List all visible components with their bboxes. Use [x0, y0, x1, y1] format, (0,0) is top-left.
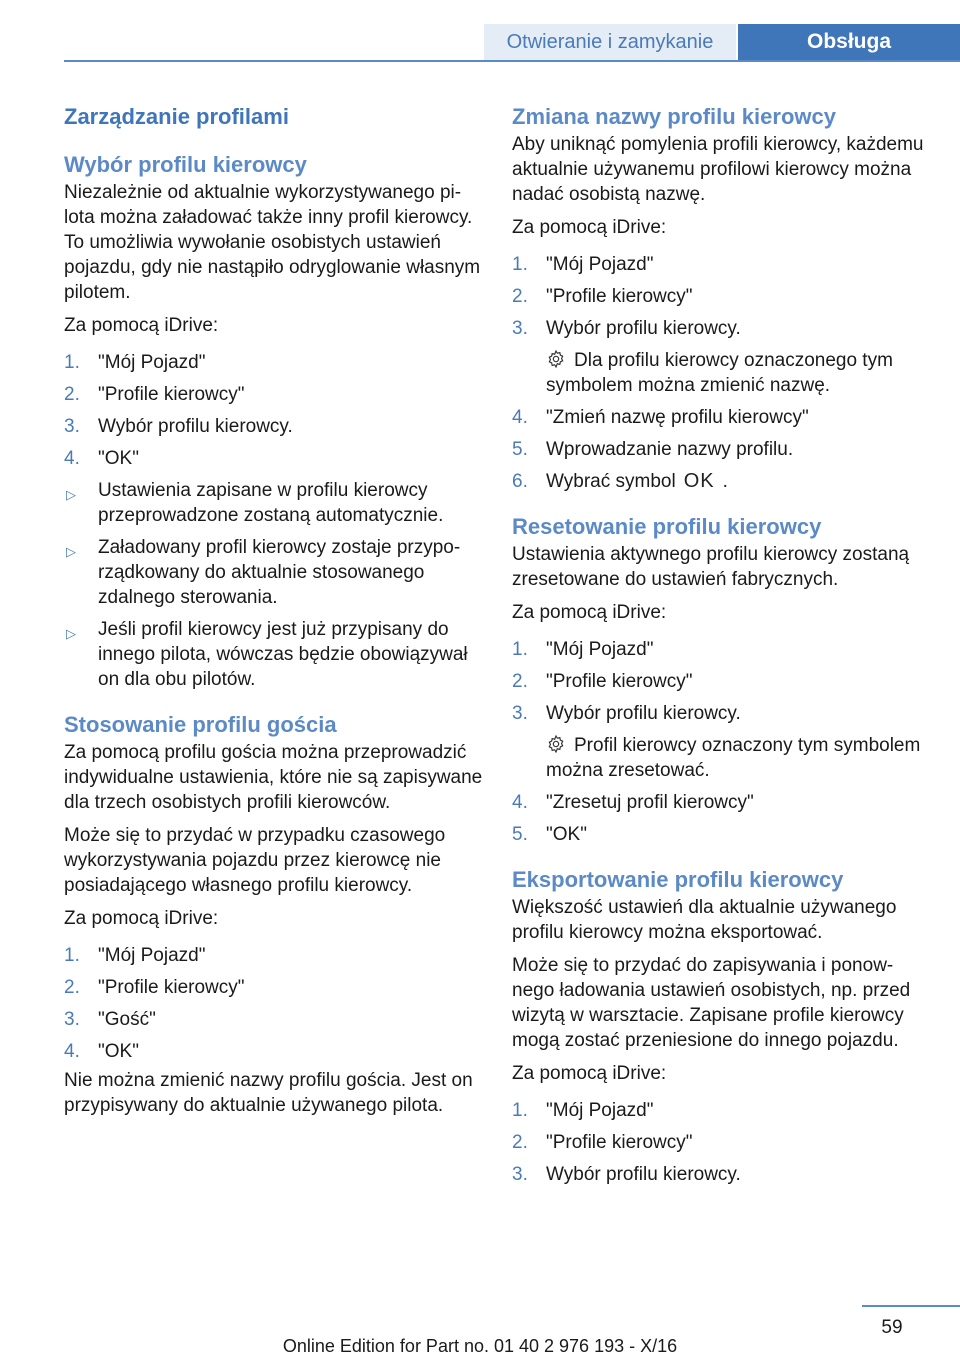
section-tab: Otwieranie i zamykanie [484, 24, 736, 60]
list-item: 5. "OK" [512, 824, 587, 845]
section-heading: Stosowanie profilu gościa [64, 712, 337, 737]
section-heading: Eksportowanie profilu kierowcy [512, 867, 844, 892]
paragraph: Za pomocą iDrive: [512, 1063, 667, 1084]
bullet-item: ▷ Jeśli profil kierowcy jest już przypisany do innego pilota, wówczas będzie obowiązywał on dla obu pilotów. [66, 619, 468, 690]
list-item: 3. Wybór profilu kierowcy. [512, 318, 741, 339]
paragraph: Może się to przydać do zapisywania i ponownego ładowania ustawień osobistych, np. przed wizytą w warsztacie. Zapisane profile kierowcy mogą zostać przeniesione do innego pojazdu. [512, 955, 911, 1051]
paragraph: Nie można zmienić nazwy profilu gościa. Jest on przypisywany do aktualnie używanego pilota. [64, 1070, 473, 1116]
paragraph: Za pomocą profilu gościa można przeprowadzić indywidualne ustawienia, które nie są zapisywane dla trzech osobistych profili kierowców. [64, 742, 483, 813]
steps-list [512, 252, 927, 494]
list-item: 5. Wprowadzanie nazwy profilu. [512, 439, 794, 460]
triangle-bullet-icon: ▷ [66, 487, 76, 502]
steps-list [64, 350, 484, 692]
paragraph: Za pomocą iDrive: [512, 602, 667, 623]
list-item: 2. "Profile kierowcy" [512, 1132, 693, 1153]
list-item: 1. "Mój Pojazd" [512, 639, 654, 660]
paragraph: Większość ustawień dla aktualnie używanego profilu kierowcy można eksportować. [512, 897, 897, 943]
section-heading: Resetowanie profilu kierowcy [512, 514, 822, 539]
list-item: 4. "OK" [64, 1041, 139, 1062]
list-item: 4. "Zresetuj profil kierowcy" [512, 792, 754, 813]
list-item: 4. "Zmień nazwę profilu kierowcy" [512, 407, 809, 428]
right-column [512, 100, 927, 1194]
step-note: Profil kierowcy oznaczony tym symbolem można zresetować. [546, 735, 921, 781]
list-item: 1. "Mój Pojazd" [64, 945, 206, 966]
footer-rule [862, 1305, 960, 1307]
list-item: 3. Wybór profilu kierowcy. [512, 1164, 741, 1185]
paragraph: Niezależnie od aktualnie wykorzystywanego pilota można załadować także inny profil kierowcy. To umożliwia wywołanie osobistych ustawień pojazdu, gdy nie nastąpiło odryglowanie własnym pilotem. [64, 182, 481, 303]
paragraph: Za pomocą iDrive: [512, 217, 667, 238]
triangle-bullet-icon: ▷ [66, 544, 76, 559]
list-item: 3. Wybór profilu kierowcy. [64, 416, 293, 437]
page-title: Zarządzanie profilami [64, 104, 289, 129]
ok-symbol-icon: OK [683, 470, 715, 492]
list-item: 1. "Mój Pojazd" [512, 1100, 654, 1121]
chapter-tab: Obsługa [738, 24, 960, 60]
paragraph: Za pomocą iDrive: [64, 315, 219, 336]
steps-list [64, 943, 484, 1064]
steps-list [512, 637, 927, 847]
paragraph: Aby uniknąć pomylenia profili kierowcy, każdemu aktualnie używanemu profilowi kierowcy można nadać osobistą nazwę. [512, 134, 924, 205]
steps-list [512, 1098, 927, 1187]
section-heading: Zmiana nazwy profilu kierowcy [512, 104, 836, 129]
list-item: 3. "Gość" [64, 1009, 156, 1030]
list-item: 2. "Profile kierowcy" [64, 977, 245, 998]
paragraph: Ustawienia aktywnego profilu kierowcy zostaną zresetowane do ustawień fabrycznych. [512, 544, 910, 590]
gear-icon [546, 349, 566, 369]
list-item: 3. Wybór profilu kierowcy. [512, 703, 741, 724]
list-item: 4. "OK" [64, 448, 139, 469]
paragraph: Za pomocą iDrive: [64, 908, 219, 929]
edition-footer: Online Edition for Part no. 01 40 2 976 193 - X/16 [282, 1336, 678, 1356]
page-number: 59 [881, 1317, 903, 1338]
page-header [0, 0, 960, 62]
left-column [64, 100, 484, 1118]
bullet-item: ▷ Załadowany profil kierowcy zostaje przyporządkowany do aktualnie stosowanego zdalnego sterowania. [66, 537, 461, 608]
section-heading: Wybór profilu kierowcy [64, 152, 307, 177]
step-note: Dla profilu kierowcy oznaczonego tym symbolem można zmienić nazwę. [546, 350, 893, 396]
header-rule [64, 60, 960, 62]
list-item: 2. "Profile kierowcy" [64, 384, 245, 405]
paragraph: Może się to przydać w przypadku czasowego wykorzystywania pojazdu przez kierowcę nie posiadającego własnego profilu kierowcy. [64, 825, 446, 896]
bullet-item: ▷ Ustawienia zapisane w profilu kierowcy przeprowadzone zostaną automatycznie. [66, 480, 444, 526]
list-item: 6. Wybrać symbol OK . [512, 470, 728, 492]
list-item: 2. "Profile kierowcy" [512, 671, 693, 692]
list-item: 2. "Profile kierowcy" [512, 286, 693, 307]
gear-icon [546, 734, 566, 754]
triangle-bullet-icon: ▷ [66, 626, 76, 641]
list-item: 1. "Mój Pojazd" [512, 254, 654, 275]
list-item: 1. "Mój Pojazd" [64, 352, 206, 373]
